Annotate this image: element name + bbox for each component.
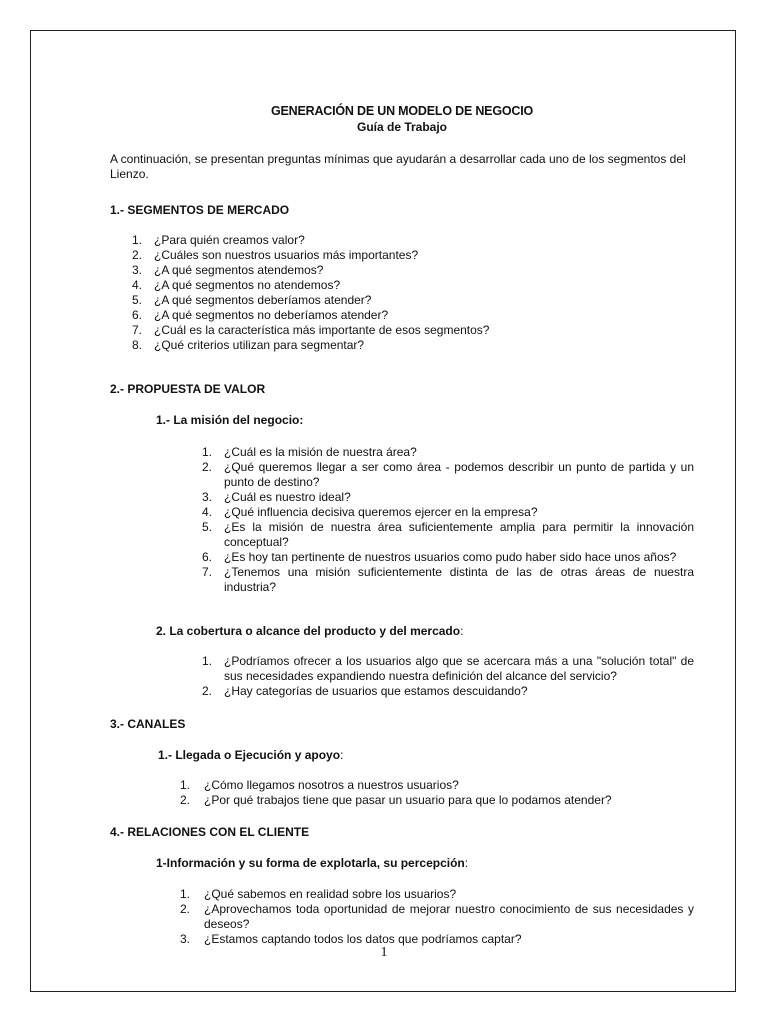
list-item-text: ¿Hay categorías de usuarios que estamos descuidando? — [224, 684, 528, 698]
list-item-number: 3. — [202, 490, 213, 504]
list-item-text: ¿Qué queremos llegar a ser como área - podemos describir un punto de partida y un punto de destino? — [224, 460, 694, 489]
list-item-number: 1. — [132, 233, 143, 247]
subsection-heading-mision-text: 1.- La misión del negocio: — [156, 413, 304, 427]
list-item — [110, 550, 694, 565]
document-subtitle: Guía de Trabajo — [356, 120, 448, 134]
list-item-text: ¿Estamos captando todos los datos que podríamos captar? — [204, 932, 522, 946]
list-item — [110, 248, 694, 263]
section-heading-canales: 3.- CANALES — [110, 717, 186, 731]
list-item — [110, 505, 694, 520]
list-item-number: 7. — [132, 323, 143, 337]
list-item — [110, 460, 694, 490]
list-item-text: ¿A qué segmentos no deberíamos atender? — [154, 308, 389, 322]
list-informacion — [110, 887, 694, 947]
list-item-text: ¿A qué segmentos atendemos? — [154, 263, 324, 277]
list-item — [110, 490, 694, 505]
subsection-colon: : — [460, 624, 464, 638]
list-item-number: 3. — [132, 263, 143, 277]
list-item-text: ¿Cuál es la misión de nuestra área? — [224, 445, 417, 459]
subsection-heading-informacion — [110, 856, 694, 871]
list-item-number: 1. — [202, 445, 213, 459]
list-item-number: 4. — [202, 505, 213, 519]
list-item-text: ¿Cuál es nuestro ideal? — [224, 490, 351, 504]
list-item — [110, 263, 694, 278]
list-item-number: 8. — [132, 338, 143, 352]
list-item — [110, 278, 694, 293]
list-item-text: ¿Tenemos una misión suficientemente distinta de las de otras áreas de nuestra industria? — [224, 565, 694, 594]
list-segmentos — [110, 233, 694, 353]
list-item — [110, 902, 694, 932]
list-item — [110, 887, 694, 902]
list-item-text: ¿Es la misión de nuestra área suficientemente amplia para permitir la innovación conceptual? — [224, 520, 694, 549]
section-heading-relaciones: 4.- RELACIONES CON EL CLIENTE — [110, 825, 310, 839]
subsection-heading-cobertura-text: 2. La cobertura o alcance del producto y del mercado — [156, 624, 461, 638]
list-item-text: ¿Qué criterios utilizan para segmentar? — [154, 338, 365, 352]
list-item — [110, 565, 694, 595]
list-item — [110, 684, 694, 699]
list-item-number: 2. — [202, 684, 213, 698]
list-item-text: ¿Cuál es la característica más importante de esos segmentos? — [154, 323, 490, 337]
list-item-text: ¿Para quién creamos valor? — [154, 233, 305, 247]
list-item-number: 5. — [202, 520, 213, 534]
subsection-colon: : — [464, 856, 469, 870]
list-item — [110, 778, 694, 793]
list-item-text: ¿Qué influencia decisiva queremos ejercer en la empresa? — [224, 505, 538, 519]
list-item — [110, 793, 694, 808]
list-item-text: ¿Qué sabemos en realidad sobre los usuarios? — [204, 887, 457, 901]
list-item-text: ¿Es hoy tan pertinente de nuestros usuarios como pudo haber sido hace unos años? — [224, 550, 677, 564]
list-item-text: ¿Podríamos ofrecer a los usuarios algo que se acercara más a una "solución total" de sus necesidades expandiendo nuestra definición del alcance del servicio? — [224, 654, 694, 683]
subsection-heading-cobertura — [110, 624, 694, 639]
list-item-number: 1. — [202, 654, 213, 668]
list-item-text: ¿A qué segmentos deberíamos atender? — [154, 293, 372, 307]
list-item — [110, 323, 694, 338]
list-item-number: 2. — [202, 460, 213, 474]
list-item-number: 6. — [202, 550, 213, 564]
list-item — [110, 654, 694, 684]
list-item-text: ¿Cómo llegamos nosotros a nuestros usuarios? — [204, 778, 459, 792]
list-item-number: 1. — [180, 887, 191, 901]
list-item-number: 7. — [202, 565, 213, 579]
list-item — [110, 308, 694, 323]
document-title: GENERACIÓN DE UN MODELO DE NEGOCIO — [271, 104, 533, 118]
list-item-text: ¿Aprovechamos toda oportunidad de mejorar nuestro conocimiento de sus necesidades y deseos? — [204, 902, 694, 931]
list-item-number: 6. — [132, 308, 143, 322]
list-item — [110, 445, 694, 460]
subsection-heading-mision — [110, 413, 694, 428]
subsection-heading-informacion-text: 1-Información y su forma de explotarla, su percepción — [156, 856, 465, 870]
list-item-number: 2. — [180, 793, 191, 807]
list-item-text: ¿Por qué trabajos tiene que pasar un usuario para que lo podamos atender? — [204, 793, 612, 807]
page-number: 1 — [380, 945, 388, 960]
intro-paragraph: A continuación, se presentan preguntas mínimas que ayudarán a desarrollar cada uno de los segmentos del Lienzo. — [110, 152, 686, 181]
list-item-text: ¿Cuáles son nuestros usuarios más importantes? — [154, 248, 419, 262]
document-body — [110, 104, 694, 947]
list-item-number: 4. — [132, 278, 143, 292]
list-item-number: 1. — [180, 778, 191, 792]
list-item — [110, 520, 694, 550]
subsection-colon: : — [340, 748, 344, 762]
list-item-number: 2. — [180, 902, 191, 916]
list-item — [110, 338, 694, 353]
list-item-number: 2. — [132, 248, 143, 262]
list-llegada — [110, 778, 694, 808]
list-mision — [110, 445, 694, 595]
section-heading-segmentos: 1.- SEGMENTOS DE MERCADO — [110, 203, 290, 217]
subsection-heading-llegada — [110, 748, 694, 763]
list-item-number: 3. — [180, 932, 191, 946]
list-item — [110, 233, 694, 248]
section-heading-propuesta-valor: 2.- PROPUESTA DE VALOR — [110, 382, 266, 396]
list-item-number: 5. — [132, 293, 143, 307]
list-cobertura — [110, 654, 694, 699]
subsection-heading-llegada-text: 1.- Llegada o Ejecución y apoyo — [158, 748, 341, 762]
list-item-text: ¿A qué segmentos no atendemos? — [154, 278, 341, 292]
list-item — [110, 293, 694, 308]
